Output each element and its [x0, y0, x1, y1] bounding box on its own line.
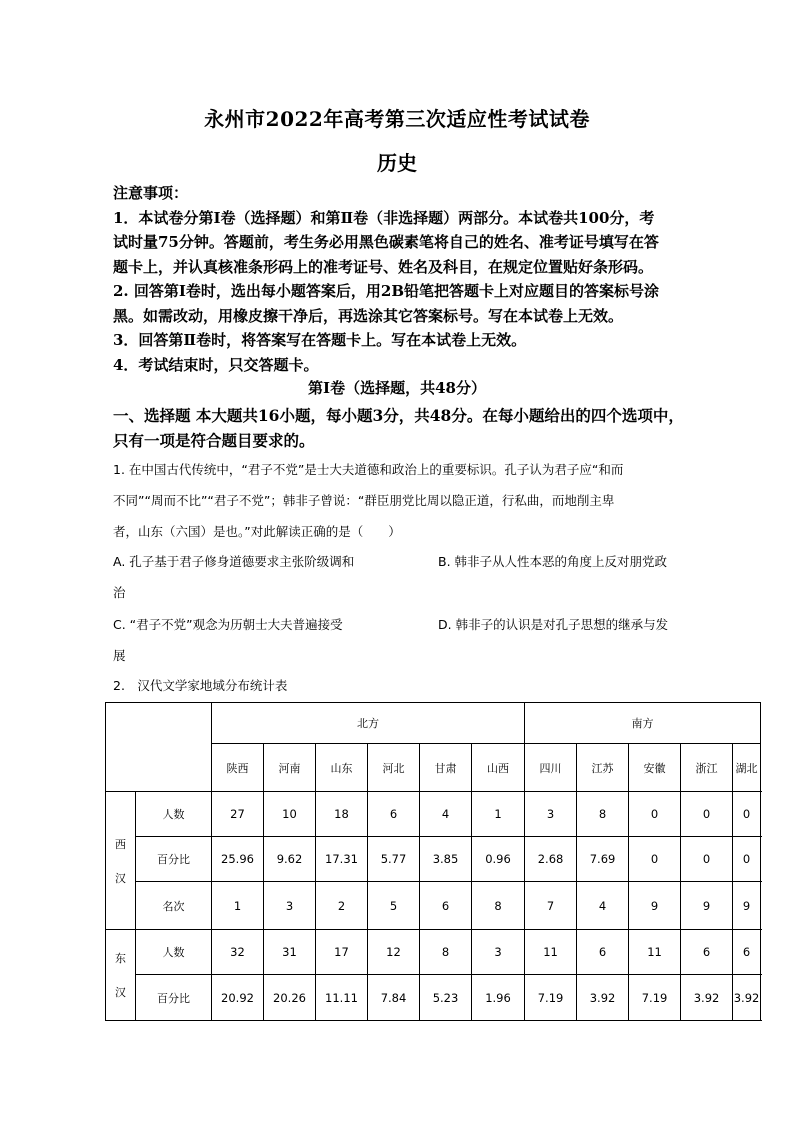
data-cell: 9.62 [264, 837, 316, 882]
notes-line: 4．考试结束时，只交答题卡。 [113, 355, 319, 374]
data-cell: 1.96 [472, 975, 525, 1021]
province-header: 河北 [368, 744, 420, 792]
data-cell: 17.31 [316, 837, 368, 882]
province-header: 湖北 [733, 744, 761, 792]
data-cell: 3 [472, 930, 525, 975]
province-header: 山东 [316, 744, 368, 792]
data-cell: 20.26 [264, 975, 316, 1021]
row-label: 人数 [136, 930, 212, 975]
data-cell: 25.96 [212, 837, 264, 882]
notes-line: 1．本试卷分第Ⅰ卷（选择题）和第Ⅱ卷（非选择题）两部分。本试卷共100分，考 [113, 208, 655, 227]
data-cell: 11 [629, 930, 681, 975]
table-corner-cell [106, 703, 212, 792]
notes-line: 试时量75分钟。答题前，考生务必用黑色碳素笔将自己的姓名、准考证号填写在答 [113, 233, 659, 251]
province-header: 河南 [264, 744, 316, 792]
q1-option-b: B. 韩非子从人性本恶的角度上反对朋党政 [438, 554, 668, 569]
data-cell: 27 [212, 792, 264, 837]
data-cell: 18 [316, 792, 368, 837]
data-cell: 6 [733, 930, 761, 975]
data-cell: 7.19 [629, 975, 681, 1021]
data-cell: 11 [525, 930, 577, 975]
data-cell: 7.19 [525, 975, 577, 1021]
data-cell: 3 [264, 882, 316, 930]
data-cell: 5.23 [420, 975, 472, 1021]
han-writers-table [105, 702, 761, 1021]
data-cell: 0 [629, 837, 681, 882]
data-cell: 0 [681, 837, 733, 882]
data-cell: 1 [212, 882, 264, 930]
data-cell: 9 [681, 882, 733, 930]
era-cell-western-han [106, 792, 136, 930]
data-cell: 0 [733, 837, 761, 882]
data-cell: 8 [472, 882, 525, 930]
data-cell: 5.77 [368, 837, 420, 882]
data-cell: 5 [368, 882, 420, 930]
era-char: 汉 [115, 986, 126, 999]
q1-option-c: C. “君子不党”观念为历朝士大夫普遍接受 [113, 617, 343, 632]
data-cell: 4 [577, 882, 629, 930]
page-title: 永州市2022年高考第三次适应性考试试卷 [204, 107, 590, 131]
table-row [106, 837, 761, 882]
province-header: 浙江 [681, 744, 733, 792]
data-cell: 11.11 [316, 975, 368, 1021]
data-cell: 3.92 [733, 975, 761, 1021]
data-cell: 12 [368, 930, 420, 975]
notes-heading: 注意事项： [113, 184, 189, 202]
data-cell: 7 [525, 882, 577, 930]
notes-line: 黑。如需改动，用橡皮擦干净后，再选涂其它答案标号。写在本试卷上无效。 [113, 306, 624, 325]
data-cell: 7.69 [577, 837, 629, 882]
data-cell: 0 [681, 792, 733, 837]
notes-block [113, 181, 703, 377]
data-cell: 9 [733, 882, 761, 930]
section-title: 第Ⅰ卷（选择题，共48分） [308, 379, 486, 397]
part1-instructions [113, 404, 703, 453]
data-cell: 8 [577, 792, 629, 837]
data-cell: 3.92 [681, 975, 733, 1021]
data-cell: 9 [629, 882, 681, 930]
data-cell: 10 [264, 792, 316, 837]
data-cell: 3.85 [420, 837, 472, 882]
data-cell: 6 [420, 882, 472, 930]
q1-line: 者，山东（六国）是也。”对此解读正确的是（ ） [113, 524, 401, 539]
row-label: 名次 [136, 882, 212, 930]
data-cell: 6 [681, 930, 733, 975]
era-cell-eastern-han [106, 930, 136, 1021]
data-cell: 8 [420, 930, 472, 975]
table-row [106, 930, 761, 975]
data-cell: 3.92 [577, 975, 629, 1021]
group-header-north: 北方 [212, 703, 525, 744]
row-label: 百分比 [136, 975, 212, 1021]
q1-option-d-continued: 展 [113, 648, 126, 663]
data-cell: 20.92 [212, 975, 264, 1021]
data-cell: 31 [264, 930, 316, 975]
data-cell: 7.84 [368, 975, 420, 1021]
table-row [106, 792, 761, 837]
q1-option-d: D. 韩非子的认识是对孔子思想的继承与发 [438, 617, 669, 632]
province-header: 山西 [472, 744, 525, 792]
part1-line: 只有一项是符合题目要求的。 [113, 430, 315, 450]
data-cell: 4 [420, 792, 472, 837]
notes-line: 3．回答第Ⅱ卷时，将答案写在答题卡上。写在本试卷上无效。 [113, 331, 527, 349]
province-header: 四川 [525, 744, 577, 792]
question-1-stem [113, 454, 703, 547]
data-cell: 32 [212, 930, 264, 975]
page-subtitle: 历史 [377, 151, 417, 175]
q1-option-b-continued: 治 [113, 585, 126, 600]
q1-option-a: A. 孔子基于君子修身道德要求主张阶级调和 [113, 554, 355, 569]
data-cell: 2 [316, 882, 368, 930]
era-char: 西 [115, 837, 126, 851]
row-label: 百分比 [136, 837, 212, 882]
data-cell: 2.68 [525, 837, 577, 882]
data-cell: 6 [368, 792, 420, 837]
data-cell: 6 [577, 930, 629, 975]
province-header: 甘肃 [420, 744, 472, 792]
notes-line: 题卡上，并认真核准条形码上的准考证号、姓名及科目，在规定位置贴好条形码。 [113, 257, 654, 276]
province-header: 江苏 [577, 744, 629, 792]
data-cell: 0 [629, 792, 681, 837]
q1-line: 1. 在中国古代传统中，“君子不党”是士大夫道德和政治上的重要标识。孔子认为君子应“和而 [113, 462, 624, 477]
q1-line: 不同”“周而不比”“君子不党”；韩非子曾说：“群臣朋党比周以隐正道，行私曲，而地削主卑 [113, 493, 615, 508]
row-label: 人数 [136, 792, 212, 837]
data-cell: 0 [733, 792, 761, 837]
notes-line: 2. 回答第Ⅰ卷时，选出每小题答案后，用2B铅笔把答题卡上对应题目的答案标号涂 [113, 282, 660, 300]
table-group-row [106, 703, 761, 744]
data-cell: 0.96 [472, 837, 525, 882]
era-char: 汉 [115, 871, 126, 885]
data-cell: 3 [525, 792, 577, 837]
group-header-south: 南方 [525, 703, 761, 744]
question-2-caption: 2. 汉代文学家地域分布统计表 [113, 678, 288, 693]
data-cell: 1 [472, 792, 525, 837]
province-header: 陕西 [212, 744, 264, 792]
table-row [106, 975, 761, 1021]
era-char: 东 [115, 952, 126, 965]
data-cell: 17 [316, 930, 368, 975]
table-row [106, 882, 761, 930]
province-header: 安徽 [629, 744, 681, 792]
part1-line: 一、选择题 本大题共16小题，每小题3分，共48分。在每小题给出的四个选项中， [113, 406, 684, 425]
